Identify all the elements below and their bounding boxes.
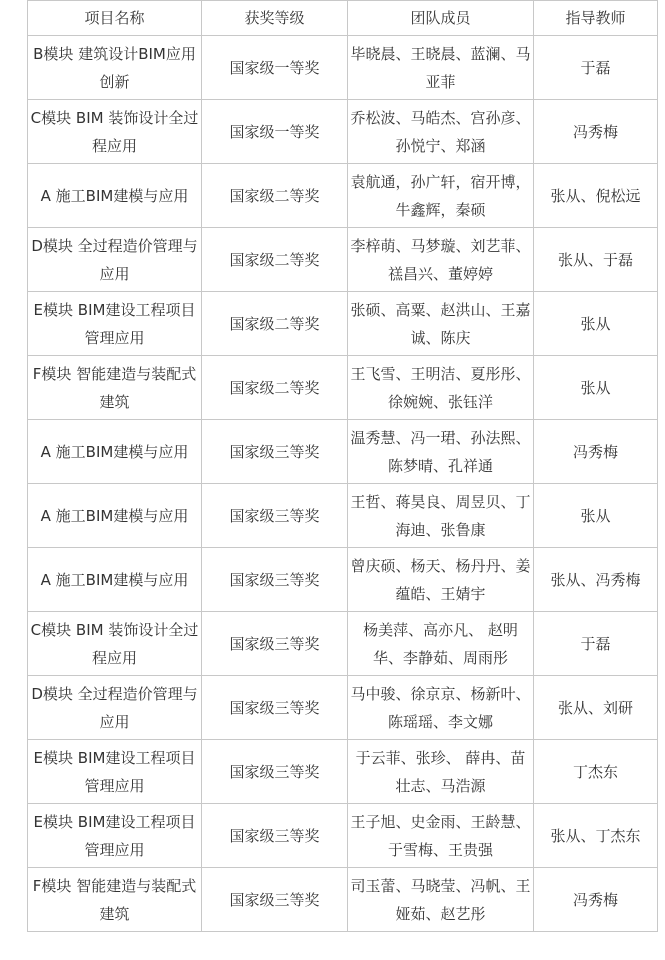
header-project-name: 项目名称 [28,1,202,36]
award-level-cell: 国家级三等奖 [202,804,348,868]
header-award-level: 获奖等级 [202,1,348,36]
table-row [28,676,658,740]
table-body [28,36,658,932]
project-name-cell: E模块 BIM建设工程项目管理应用 [28,740,202,804]
advisor-cell: 张从、于磊 [534,228,658,292]
table-header [28,1,658,36]
team-members-cell: 王飞雪、王明洁、夏彤彤、徐婉婉、张钰洋 [348,356,534,420]
team-members-cell: 毕晓晨、王晓晨、蓝澜、马亚菲 [348,36,534,100]
advisor-cell: 冯秀梅 [534,420,658,484]
team-members-cell: 司玉蕾、马晓莹、冯帆、王娅茹、赵艺彤 [348,868,534,932]
table-row [28,292,658,356]
table-row [28,356,658,420]
award-level-cell: 国家级一等奖 [202,36,348,100]
award-level-cell: 国家级三等奖 [202,420,348,484]
project-name-cell: A 施工BIM建模与应用 [28,484,202,548]
advisor-cell: 张从、倪松远 [534,164,658,228]
project-name-cell: C模块 BIM 装饰设计全过程应用 [28,612,202,676]
header-advisor: 指导教师 [534,1,658,36]
award-level-cell: 国家级二等奖 [202,228,348,292]
award-level-cell: 国家级一等奖 [202,100,348,164]
advisor-cell: 丁杰东 [534,740,658,804]
team-members-cell: 于云菲、张珍、 薛冉、苗壮志、马浩源 [348,740,534,804]
team-members-cell: 袁航通，孙广轩，宿开博，牛鑫辉，秦硕 [348,164,534,228]
team-members-cell: 张硕、高粟、赵洪山、王嘉诚、陈庆 [348,292,534,356]
table-row [28,228,658,292]
table-row [28,484,658,548]
advisor-cell: 张从 [534,356,658,420]
table-row [28,164,658,228]
project-name-cell: A 施工BIM建模与应用 [28,420,202,484]
project-name-cell: F模块 智能建造与装配式建筑 [28,356,202,420]
team-members-cell: 温秀慧、冯一珺、孙法熙、陈梦晴、孔祥通 [348,420,534,484]
project-name-cell: E模块 BIM建设工程项目管理应用 [28,292,202,356]
project-name-cell: A 施工BIM建模与应用 [28,164,202,228]
team-members-cell: 马中骏、徐京京、杨新叶、陈瑶瑶、李文娜 [348,676,534,740]
table-row [28,420,658,484]
table-row [28,100,658,164]
award-level-cell: 国家级二等奖 [202,164,348,228]
awards-table [27,0,658,932]
team-members-cell: 乔松波、马皓杰、宫孙彦、孙悦宁、郑涵 [348,100,534,164]
table-row [28,740,658,804]
header-row [28,1,658,36]
advisor-cell: 张从、丁杰东 [534,804,658,868]
award-level-cell: 国家级三等奖 [202,484,348,548]
table-row [28,36,658,100]
table-row [28,804,658,868]
table-row [28,612,658,676]
project-name-cell: C模块 BIM 装饰设计全过程应用 [28,100,202,164]
advisor-cell: 于磊 [534,36,658,100]
advisor-cell: 张从、冯秀梅 [534,548,658,612]
project-name-cell: D模块 全过程造价管理与应用 [28,228,202,292]
award-level-cell: 国家级三等奖 [202,740,348,804]
project-name-cell: E模块 BIM建设工程项目管理应用 [28,804,202,868]
header-team-members: 团队成员 [348,1,534,36]
advisor-cell: 冯秀梅 [534,868,658,932]
advisor-cell: 张从、刘研 [534,676,658,740]
award-level-cell: 国家级二等奖 [202,356,348,420]
project-name-cell: D模块 全过程造价管理与应用 [28,676,202,740]
table-row [28,548,658,612]
team-members-cell: 王哲、蒋昊良、周昱贝、丁海迪、张鲁康 [348,484,534,548]
advisor-cell: 张从 [534,292,658,356]
award-level-cell: 国家级三等奖 [202,548,348,612]
award-level-cell: 国家级三等奖 [202,868,348,932]
project-name-cell: A 施工BIM建模与应用 [28,548,202,612]
team-members-cell: 杨美萍、高亦凡、 赵明华、李静茹、周雨彤 [348,612,534,676]
advisor-cell: 张从 [534,484,658,548]
award-level-cell: 国家级三等奖 [202,676,348,740]
team-members-cell: 曾庆硕、杨天、杨丹丹、姜蕴皓、王婧宇 [348,548,534,612]
team-members-cell: 李梓萌、马梦璇、刘艺菲、禚昌兴、董婷婷 [348,228,534,292]
project-name-cell: B模块 建筑设计BIM应用创新 [28,36,202,100]
award-level-cell: 国家级三等奖 [202,612,348,676]
project-name-cell: F模块 智能建造与装配式建筑 [28,868,202,932]
advisor-cell: 冯秀梅 [534,100,658,164]
table-row [28,868,658,932]
team-members-cell: 王子旭、史金雨、王龄慧、于雪梅、王贵强 [348,804,534,868]
advisor-cell: 于磊 [534,612,658,676]
award-level-cell: 国家级二等奖 [202,292,348,356]
